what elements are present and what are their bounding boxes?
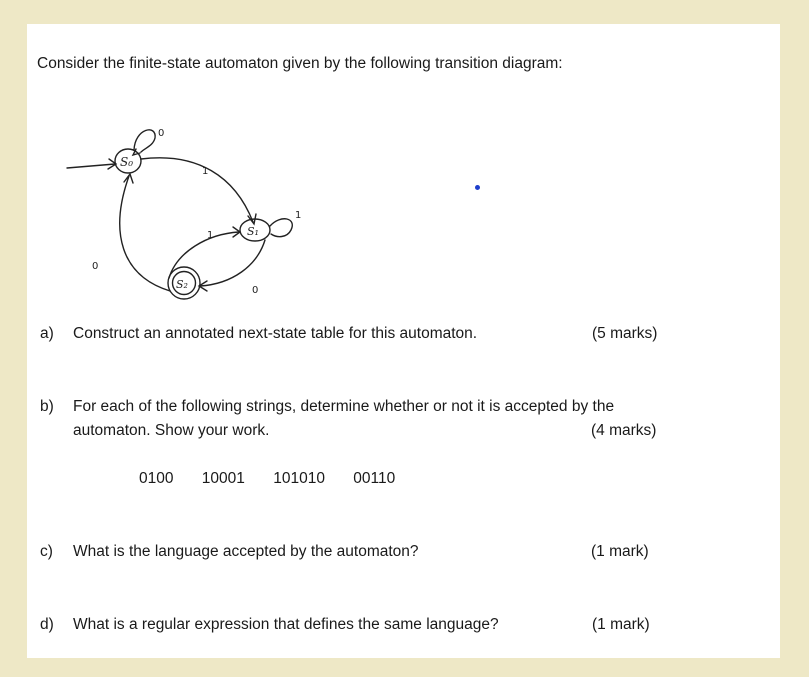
test-string-4: 00110 <box>353 470 396 487</box>
question-a <box>40 325 760 345</box>
question-d <box>40 616 760 636</box>
question-d-text: What is a regular expression that defines the same language? <box>73 616 499 633</box>
edge-s2-s1 <box>169 232 239 278</box>
test-string-2: 10001 <box>201 470 245 487</box>
intro-text: Consider the finite-state automaton given by the following transition diagram: <box>37 55 563 72</box>
loop-s1 <box>270 219 292 237</box>
loop-s1-label: 1 <box>295 210 302 221</box>
state-s2-label: S₂ <box>176 278 188 291</box>
loop-s0 <box>134 130 155 152</box>
question-b-label: b) <box>40 398 54 415</box>
edge-s2-s0 <box>120 176 170 291</box>
loop-s0-label: 0 <box>158 128 165 139</box>
state-s1-label: S₁ <box>247 225 259 238</box>
edge-s0-s1-label: 1 <box>202 166 209 177</box>
question-c-marks: (1 mark) <box>591 543 649 560</box>
question-b <box>40 398 760 444</box>
question-a-text: Construct an annotated next-state table for this automaton. <box>73 325 478 342</box>
question-d-marks: (1 mark) <box>592 616 650 633</box>
stray-dot <box>475 185 480 190</box>
test-string-3: 101010 <box>273 470 325 487</box>
question-a-marks: (5 marks) <box>592 325 658 342</box>
test-string-1: 0100 <box>139 470 174 487</box>
question-c <box>40 543 760 563</box>
question-c-text: What is the language accepted by the automaton? <box>73 543 419 560</box>
transition-diagram <box>57 114 347 314</box>
edge-s2-s0-label: 0 <box>92 261 99 272</box>
edge-s0-s1 <box>141 158 253 222</box>
start-arrow <box>67 164 115 168</box>
question-d-label: d) <box>40 616 54 633</box>
question-b-text-line2: automaton. Show your work. <box>73 422 270 439</box>
question-b-marks: (4 marks) <box>591 422 657 439</box>
edge-s2-s1-label: 1 <box>207 230 214 241</box>
state-s0-label: S₀ <box>120 155 134 169</box>
document-page <box>27 24 780 658</box>
edge-s1-s2-label: 0 <box>252 285 259 296</box>
edge-s1-s2 <box>200 240 265 286</box>
question-c-label: c) <box>40 543 53 560</box>
question-a-label: a) <box>40 325 54 342</box>
question-b-text-line1: For each of the following strings, determine whether or not it is accepted by the <box>73 398 615 415</box>
test-strings <box>139 470 419 488</box>
